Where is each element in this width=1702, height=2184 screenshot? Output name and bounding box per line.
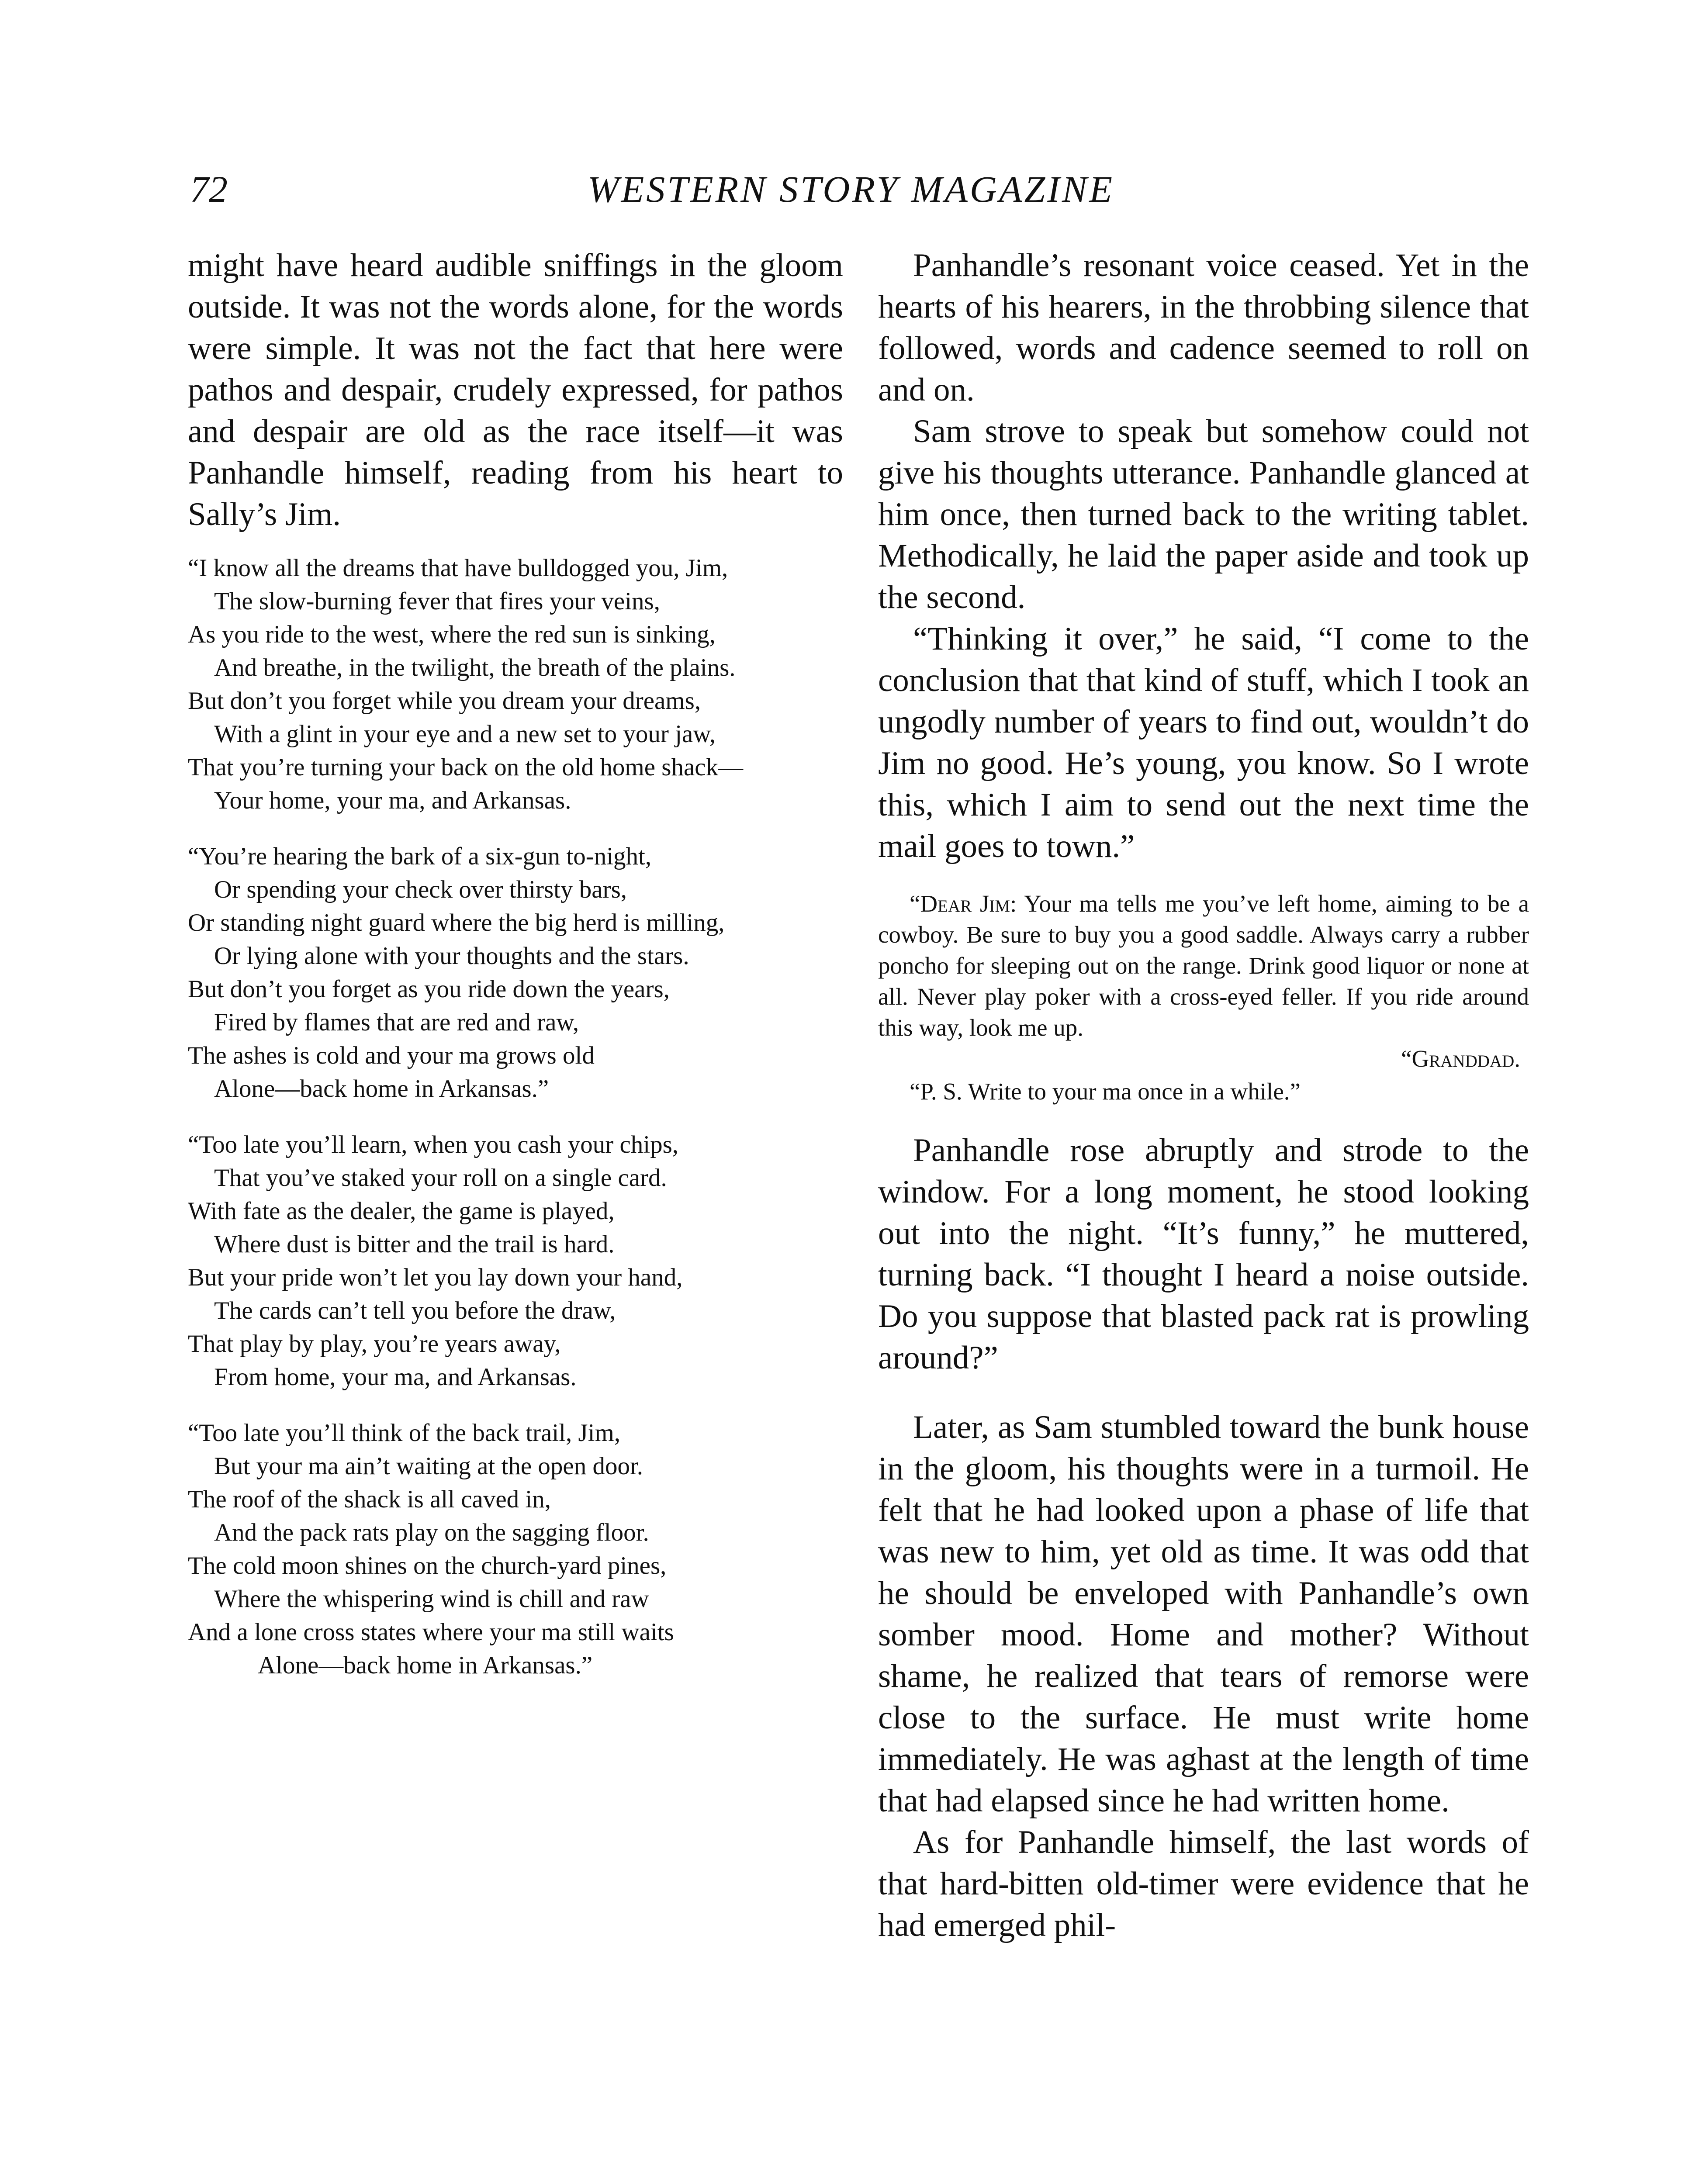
poem-line: The ashes is cold and your ma grows old [188,1042,595,1069]
poem-line: With fate as the dealer, the game is played, [188,1197,615,1225]
poem-line: And a lone cross states where your ma still waits [188,1618,674,1646]
letter-body: Your ma tells me you’ve left home, aiming to be a cowboy. Be sure to buy you a good saddle. Always carry a rubber poncho for sleeping out on the range. Drink good liquor or none at all. Never play poker with a cross-eyed feller. If you ride around this way, look me up. [878,890,1529,1041]
poem-line: The slow-burning fever that fires your veins, [214,587,660,615]
poem-line: But don’t you forget as you ride down the years, [188,975,670,1003]
poem-line: As you ride to the west, where the red sun is sinking, [188,621,716,648]
poem-line: “Too late you’ll think of the back trail, Jim, [188,1419,621,1447]
poem-stanza [188,840,843,1106]
paragraph: Panhandle’s resonant voice ceased. Yet in the hearts of his hearers, in the throbbing silence that followed, words and cadence seemed to roll on and on. [878,247,1529,408]
letter-signature: “Granddad. [1401,1045,1520,1072]
poem-line: That play by play, you’re years away, [188,1330,561,1358]
section-break [878,1379,1529,1406]
poem-line: “I know all the dreams that have bulldogged you, Jim, [188,554,728,582]
poem-line: Fired by flames that are red and raw, [214,1009,579,1036]
poem-line: Or standing night guard where the big herd is milling, [188,909,725,936]
poem-line: That you’re turning your back on the old home shack— [188,753,744,781]
poem-line: The roof of the shack is all caved in, [188,1486,551,1513]
poem-line: But don’t you forget while you dream your dreams, [188,687,701,715]
poem-line: But your ma ain’t waiting at the open door. [214,1452,643,1480]
letter-salutation: “Dear Jim: [910,890,1017,917]
poem [188,552,843,1682]
poem-stanza [188,552,843,817]
paragraph: As for Panhandle himself, the last words of that hard-bitten old-timer were evidence that he had emerged phil- [878,1824,1529,1943]
poem-line: “Too late you’ll learn, when you cash your chips, [188,1131,679,1158]
poem-stanza [188,1417,843,1682]
poem-line: Your home, your ma, and Arkansas. [214,787,571,814]
poem-line: The cold moon shines on the church-yard pines, [188,1552,667,1579]
right-column [878,245,1529,1946]
left-column [188,245,843,1682]
letter-postscript: “P. S. Write to your ma once in a while.” [910,1078,1301,1105]
poem-line: From home, your ma, and Arkansas. [214,1363,577,1391]
poem-line: That you’ve staked your roll on a single card. [214,1164,667,1192]
poem-line: Or lying alone with your thoughts and the stars. [214,942,689,970]
paragraph: Later, as Sam stumbled toward the bunk house in the gloom, his thoughts were in a turmoil. He felt that he had looked upon a phase of life that was new to him, yet old as time. It was odd that he should be enveloped with Panhandle’s own somber mood. Home and mother? Without shame, he realized that tears of remorse were close to the surface. He must write home immediately. He was aghast at the length of time that had elapsed since he had written home. [878,1409,1529,1819]
poem-line: “You’re hearing the bark of a six-gun to-night, [188,843,652,870]
poem-line: Alone—back home in Arkansas.” [214,1075,549,1102]
paragraph: Sam strove to speak but somehow could not give his thoughts utterance. Panhandle glanced at him once, then turned back to the writing tablet. Methodically, he laid the paper aside and took up the second. [878,413,1529,615]
intro-paragraph: might have heard audible sniffings in the gloom outside. It was not the words alone, for the words were simple. It was not the fact that here were pathos and despair, crudely expressed, for pathos and despair are old as the race itself—it was Panhandle himself, reading from his heart to Sally’s Jim. [188,247,843,532]
poem-line: And breathe, in the twilight, the breath of the plains. [214,654,736,681]
letter [878,888,1529,1043]
poem-line: And the pack rats play on the sagging floor. [214,1519,649,1546]
page-number: 72 [190,168,228,210]
poem-line: Where the whispering wind is chill and raw [214,1585,649,1613]
poem-line: Or spending your check over thirsty bars, [214,876,627,903]
running-head-title: WESTERN STORY MAGAZINE [588,168,1114,210]
poem-line: With a glint in your eye and a new set to your jaw, [214,720,716,748]
poem-stanza [188,1128,843,1394]
paragraph: “Thinking it over,” he said, “I come to the conclusion that that kind of stuff, which I took an ungodly number of years to find out, wouldn’t do Jim no good. He’s young, you know. So I wrote this, which I aim to send out the next time the mail goes to town.” [878,621,1529,864]
poem-line: Where dust is bitter and the trail is hard. [214,1230,615,1258]
poem-line: Alone—back home in Arkansas.” [258,1652,593,1679]
poem-line: The cards can’t tell you before the draw, [214,1297,616,1324]
paragraph: Panhandle rose abruptly and strode to the window. For a long moment, he stood looking out into the night. “It’s funny,” he muttered, turning back. “I thought I heard a noise outside. Do you suppose that blasted pack rat is prowling around?” [878,1132,1529,1376]
poem-line: But your pride won’t let you lay down your hand, [188,1264,683,1291]
